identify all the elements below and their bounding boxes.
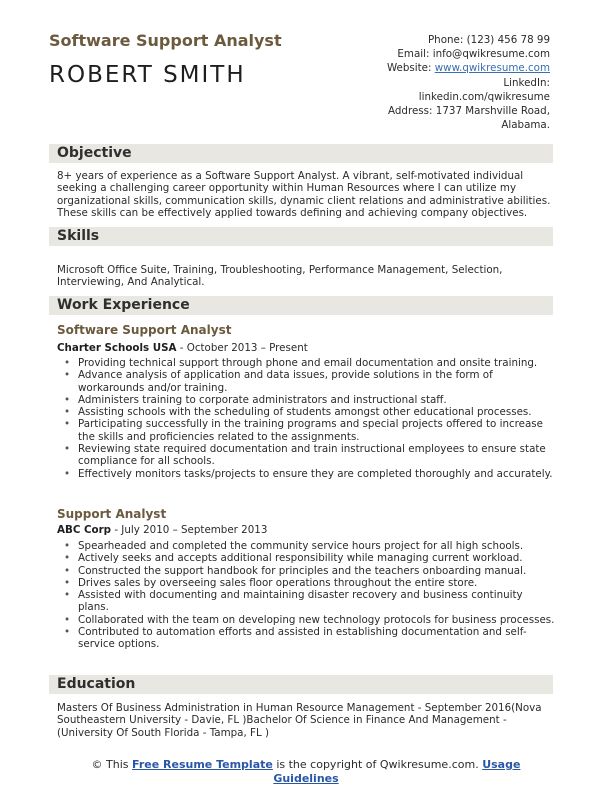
- company-name-2: ABC Corp: [57, 524, 112, 536]
- job-dates-1: - October 2013 – Present: [176, 342, 308, 354]
- list-item: • Participating successfully in the training programs and special projects offered to increase the skills and proficiencies related to the assignments.: [62, 418, 556, 443]
- section-skills: [49, 227, 553, 246]
- section-title-work: Work Experience: [57, 297, 190, 313]
- company-name-1: Charter Schools USA: [57, 342, 177, 354]
- website-link[interactable]: www.qwikresume.com: [434, 62, 550, 75]
- list-item: • Assisting schools with the scheduling of students amongst other educational processes.: [62, 406, 556, 418]
- skills-text: Microsoft Office Suite, Training, Troubleshooting, Performance Management, Selection, Interviewing, And Analytical.: [57, 264, 503, 289]
- contact-phone: Phone: (123) 456 78 99: [427, 34, 550, 46]
- list-item: • Spearheaded and completed the community service hours project for all high schools.: [62, 540, 556, 552]
- list-item: • Reviewing state required documentation and train instructional employees to ensure state compliance for all schools.: [62, 443, 556, 468]
- job-dates-2: - July 2010 – September 2013: [111, 524, 268, 536]
- candidate-name: ROBERT SMITH: [49, 62, 246, 88]
- objective-text: 8+ years of experience as a Software Support Analyst. A vibrant, self-motivated individual seeking a challenging career opportunity within Human Resources where I can utilize my organizational skills, communication skills, dynamic client relations and administrative abilities. These skills can be effectively applied towards defining and achieving company objectives.: [57, 170, 551, 219]
- job-bullets-2: [62, 540, 556, 651]
- usage-guidelines-link-part2[interactable]: Guidelines: [273, 772, 339, 785]
- list-item: • Constructed the support handbook for principles and the teachers onboarding manual.: [62, 565, 556, 577]
- company-line-1: [57, 342, 308, 354]
- list-item: • Actively seeks and accepts additional responsibility while managing current workload.: [62, 552, 556, 564]
- section-title-education: Education: [57, 676, 136, 692]
- contact-email: Email: info@qwikresume.com: [397, 48, 550, 61]
- list-item: • Advance analysis of application and data issues, provide solutions in the form of workarounds and/or training.: [62, 369, 556, 394]
- free-resume-template-link[interactable]: Free Resume Template: [132, 758, 273, 771]
- education-text: Masters Of Business Administration in Human Resource Management - September 2016(Nova Southeastern University - Davie, FL )Bachelor Of Science in Finance And Management - (University Of South Florida - Tampa, FL ): [57, 702, 542, 739]
- job-bullets-1: [62, 357, 556, 480]
- section-work-experience: [49, 296, 553, 315]
- contact-linkedin-label: LinkedIn:: [503, 76, 550, 89]
- list-item: • Administers training to corporate administrators and instructional staff.: [62, 394, 556, 406]
- list-item: • Providing technical support through phone and email documentation and onsite training.: [62, 357, 556, 369]
- contact-address: Address: 1737 Marshville Road,: [388, 105, 550, 118]
- company-line-2: [57, 524, 267, 536]
- section-education: [49, 675, 553, 694]
- contact-address-line2: Alabama.: [501, 119, 550, 132]
- list-item: • Assisted with documenting and maintaining disaster recovery and business continuity plans.: [62, 589, 556, 614]
- usage-guidelines-link-part1[interactable]: Usage: [482, 758, 521, 771]
- list-item: • Collaborated with the team on developing new technology protocols for business processes.: [62, 614, 556, 626]
- contact-website: Website: www.qwikresume.com: [386, 62, 550, 75]
- section-title-skills: Skills: [57, 228, 100, 244]
- footer-copyright: © This Free Resume Template is the copyright of Qwikresume.com. Usage Guidelines: [91, 758, 521, 785]
- job-title-2: Support Analyst: [57, 507, 167, 521]
- job-title-1: Software Support Analyst: [57, 323, 232, 337]
- contact-block: [290, 33, 550, 132]
- list-item: • Drives sales by overseeing sales floor operations throughout the entire store.: [62, 577, 556, 589]
- list-item: • Effectively monitors tasks/projects to ensure they are completed thoroughly and accurately.: [62, 468, 556, 480]
- section-title-objective: Objective: [57, 145, 132, 161]
- contact-linkedin: linkedin.com/qwikresume: [418, 90, 550, 103]
- header-job-title: Software Support Analyst: [49, 31, 282, 50]
- list-item: • Contributed to automation efforts and assisted in establishing documentation and self-service options.: [62, 626, 556, 651]
- section-objective: [49, 144, 553, 163]
